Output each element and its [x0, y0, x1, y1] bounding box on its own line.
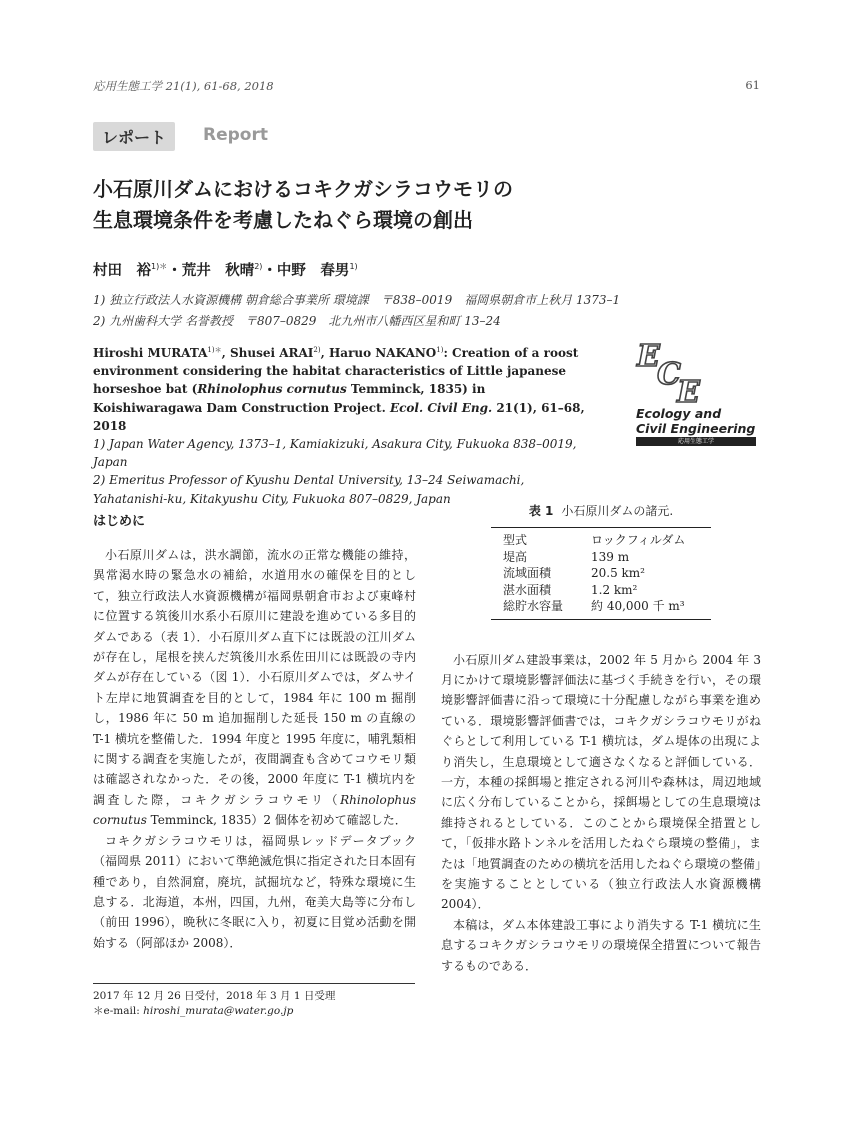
author-2: ・荒井 秋晴	[167, 263, 255, 279]
title-line-2: 生息環境条件を考慮したねぐら環境の創出	[93, 208, 473, 232]
author-3: ・中野 春男	[262, 263, 350, 279]
author-3-affil: 1)	[349, 262, 358, 272]
table-label: 表 1	[528, 504, 554, 518]
right-column	[441, 502, 761, 976]
en-author-1: Hiroshi MURATA	[93, 346, 208, 360]
affiliation-en-1: 1) Japan Water Agency, 1373–1, Kamiakizuki, Asakura City, Fukuoka 838–0019, Japan	[93, 437, 577, 470]
en-title-part-2: Temminck, 1835) in Koishiwaragawa Dam Construction Project.	[93, 382, 486, 415]
paragraph-1-text-a: 小石原川ダムは，洪水調節，流水の正常な機能の維持，異常渇水時の緊急水の補給，水道用水の確保を目的として，独立行政法人水資源機構が福岡県朝倉市および東峰村に位置する筑後川水系小石原川に建設を進めている多目的ダムである（表 1）．小石原川ダム直下には既設の江川ダムが存在し，尾根を挟んだ筑後川水系佐田川には既設の寺内ダムが存在している（図 1）．小石原川ダムでは，ダムサイト左岸に地質調査を目的として，1984 年に 100 m 掘削し，1986 年に 50 m 追加掘削した延長 150 m の直線の T-1 横坑を整備した．1994 年度と 1995 年度に，哺乳類相に関する調査を実施したが，夜間調査も含めてコウモリ類は確認されなかった．その後，2000 年度に T-1 横坑内を調査した際，コキクガシラコウモリ（	[93, 548, 416, 807]
right-body	[441, 650, 761, 977]
logo-text-line-2: Civil Engineering	[636, 421, 756, 436]
table-cell-value: 約 40,000 千 m³	[591, 599, 685, 613]
ece-logo-icon	[635, 340, 715, 405]
page-number: 61	[745, 78, 760, 92]
table-cell-key: 型式	[503, 533, 528, 547]
paragraph-1-text-b: Temminck, 1835）2 個体を初めて確認した．	[146, 813, 407, 828]
table-caption-text: 小石原川ダムの諸元.	[561, 504, 674, 518]
en-citation: 21(1), 61–68, 2018	[93, 400, 585, 433]
affiliation-jp-1: 1) 独立行政法人水資源機構 朝倉総合事業所 環境課 〒838–0019 福岡県朝倉市上秋月 1373–1	[93, 293, 621, 307]
table-cell-value: 1.2 km²	[591, 582, 638, 597]
en-journal-name: Ecol. Civil Eng.	[389, 400, 493, 415]
table-cell-key: 堤高	[503, 549, 528, 564]
body-paragraph-1	[93, 545, 416, 831]
table-cell-value: 20.5 km²	[591, 566, 645, 580]
left-column	[93, 510, 416, 953]
table-row	[491, 565, 711, 582]
en-author-2: , Shusei ARAI	[221, 346, 314, 360]
svg-text:C: C	[657, 357, 681, 392]
paragraph-1-species: Rhinolophus cornutus	[93, 792, 416, 828]
body-paragraph-2: コキクガシラコウモリは，福岡県レッドデータブック（福岡県 2011）において準絶滅危惧に指定された日本固有種であり，自然洞窟，廃坑，試掘坑など，特殊な環境に生息する．北海道，本州，四国，九州，奄美大島等に分布し（前田 1996），晩秋に冬眠に入り，初夏に目覚め活動を開始する（阿部ほか 2008）．	[93, 833, 416, 950]
logo-bar: 応用生態工学	[636, 437, 756, 446]
section-heading: はじめに	[93, 514, 146, 529]
table-cell-key: 湛水面積	[503, 582, 552, 597]
title-line-1: 小石原川ダムにおけるコキクガシラコウモリの	[93, 177, 513, 201]
category-badge: レポート	[93, 122, 175, 151]
table-row	[491, 598, 711, 619]
english-citation	[93, 341, 598, 435]
journal-header: 応用生態工学 21(1), 61-68, 2018	[93, 79, 274, 93]
en-author-3-affil: 1)	[436, 346, 444, 354]
en-title-part-1: : Creation of a roost environment considering the habitat characteristics of Little japanese horseshoe bat (	[93, 346, 579, 397]
affiliation-en-2: 2) Emeritus Professor of Kyushu Dental University, 13–24 Seiwamachi, Yahatanishi-ku, Kitakyushu City, Fukuoka 807–0829, Japan	[93, 473, 525, 506]
svg-text:E: E	[677, 375, 700, 405]
author-1: 村田 裕	[93, 263, 151, 279]
table-cell-value: 139 m	[591, 549, 630, 564]
body-paragraph-4: 本稿は，ダム本体建設工事により消失する T-1 横坑に生息するコキクガシラコウモリの環境保全措置について報告するものである．	[441, 917, 761, 973]
svg-text:E: E	[637, 340, 660, 374]
logo-text-line-1: Ecology and	[636, 406, 722, 421]
footnote	[93, 989, 423, 1019]
table-caption	[441, 502, 761, 519]
footnote-rule	[93, 983, 415, 984]
body-paragraph-3: 小石原川ダム建設事業は，2002 年 5 月から 2004 年 3 月にかけて環境影響評価法に基づく手続きを行い，その環境影響評価書に沿って環境に十分配慮しながら事業を進めている．環境影響評価書では，コキクガシラコウモリがねぐらとして利用している T-1 横坑は，ダム堤体の出現により消失し，生息環境として適さなくなると評価している．一方，本種の採餌場と推定される河川や森林は，周辺地域に広く分布していることから，採餌場としての生息環境は維持されるとしている．このことから環境保全措置として，「仮排水路トンネルを活用したねぐら環境の整備」，または「地質調査のための横坑を活用したねぐら環境の整備」を実施することとしている（独立行政法人水資源機構 2004）．	[441, 652, 761, 912]
journal-logo	[627, 340, 762, 448]
received-date: 2017 年 12 月 26 日受付，2018 年 3 月 1 日受理	[93, 990, 336, 1002]
table-row	[491, 549, 711, 566]
author-2-affil: 2)	[254, 262, 263, 272]
en-author-1-affil: 1)＊	[207, 346, 222, 354]
table-row	[491, 528, 711, 549]
table-row	[491, 582, 711, 599]
en-author-2-affil: 2)	[313, 346, 321, 354]
category-label-en: Report	[203, 125, 268, 145]
article-title	[93, 174, 753, 236]
table-cell-value: ロックフィルダム	[591, 533, 686, 547]
table-cell-key: 総貯水容量	[503, 599, 564, 613]
author-1-affil: 1)＊	[151, 262, 168, 272]
authors-jp	[93, 259, 358, 280]
dam-spec-table	[491, 527, 711, 620]
affiliation-jp-2: 2) 九州歯科大学 名誉教授 〒807–0829 北九州市八幡西区星和町 13–24	[93, 314, 501, 328]
table-cell-key: 流域面積	[503, 566, 552, 580]
email-label: ＊e-mail:	[93, 1005, 144, 1017]
en-species-name: Rhinolophus cornutus	[197, 382, 347, 397]
english-citation-block	[93, 341, 598, 508]
email-line	[93, 1004, 423, 1019]
email-address[interactable]: hiroshi_murata@water.go.jp	[143, 1005, 294, 1017]
en-author-3: , Haruo NAKANO	[320, 346, 437, 360]
